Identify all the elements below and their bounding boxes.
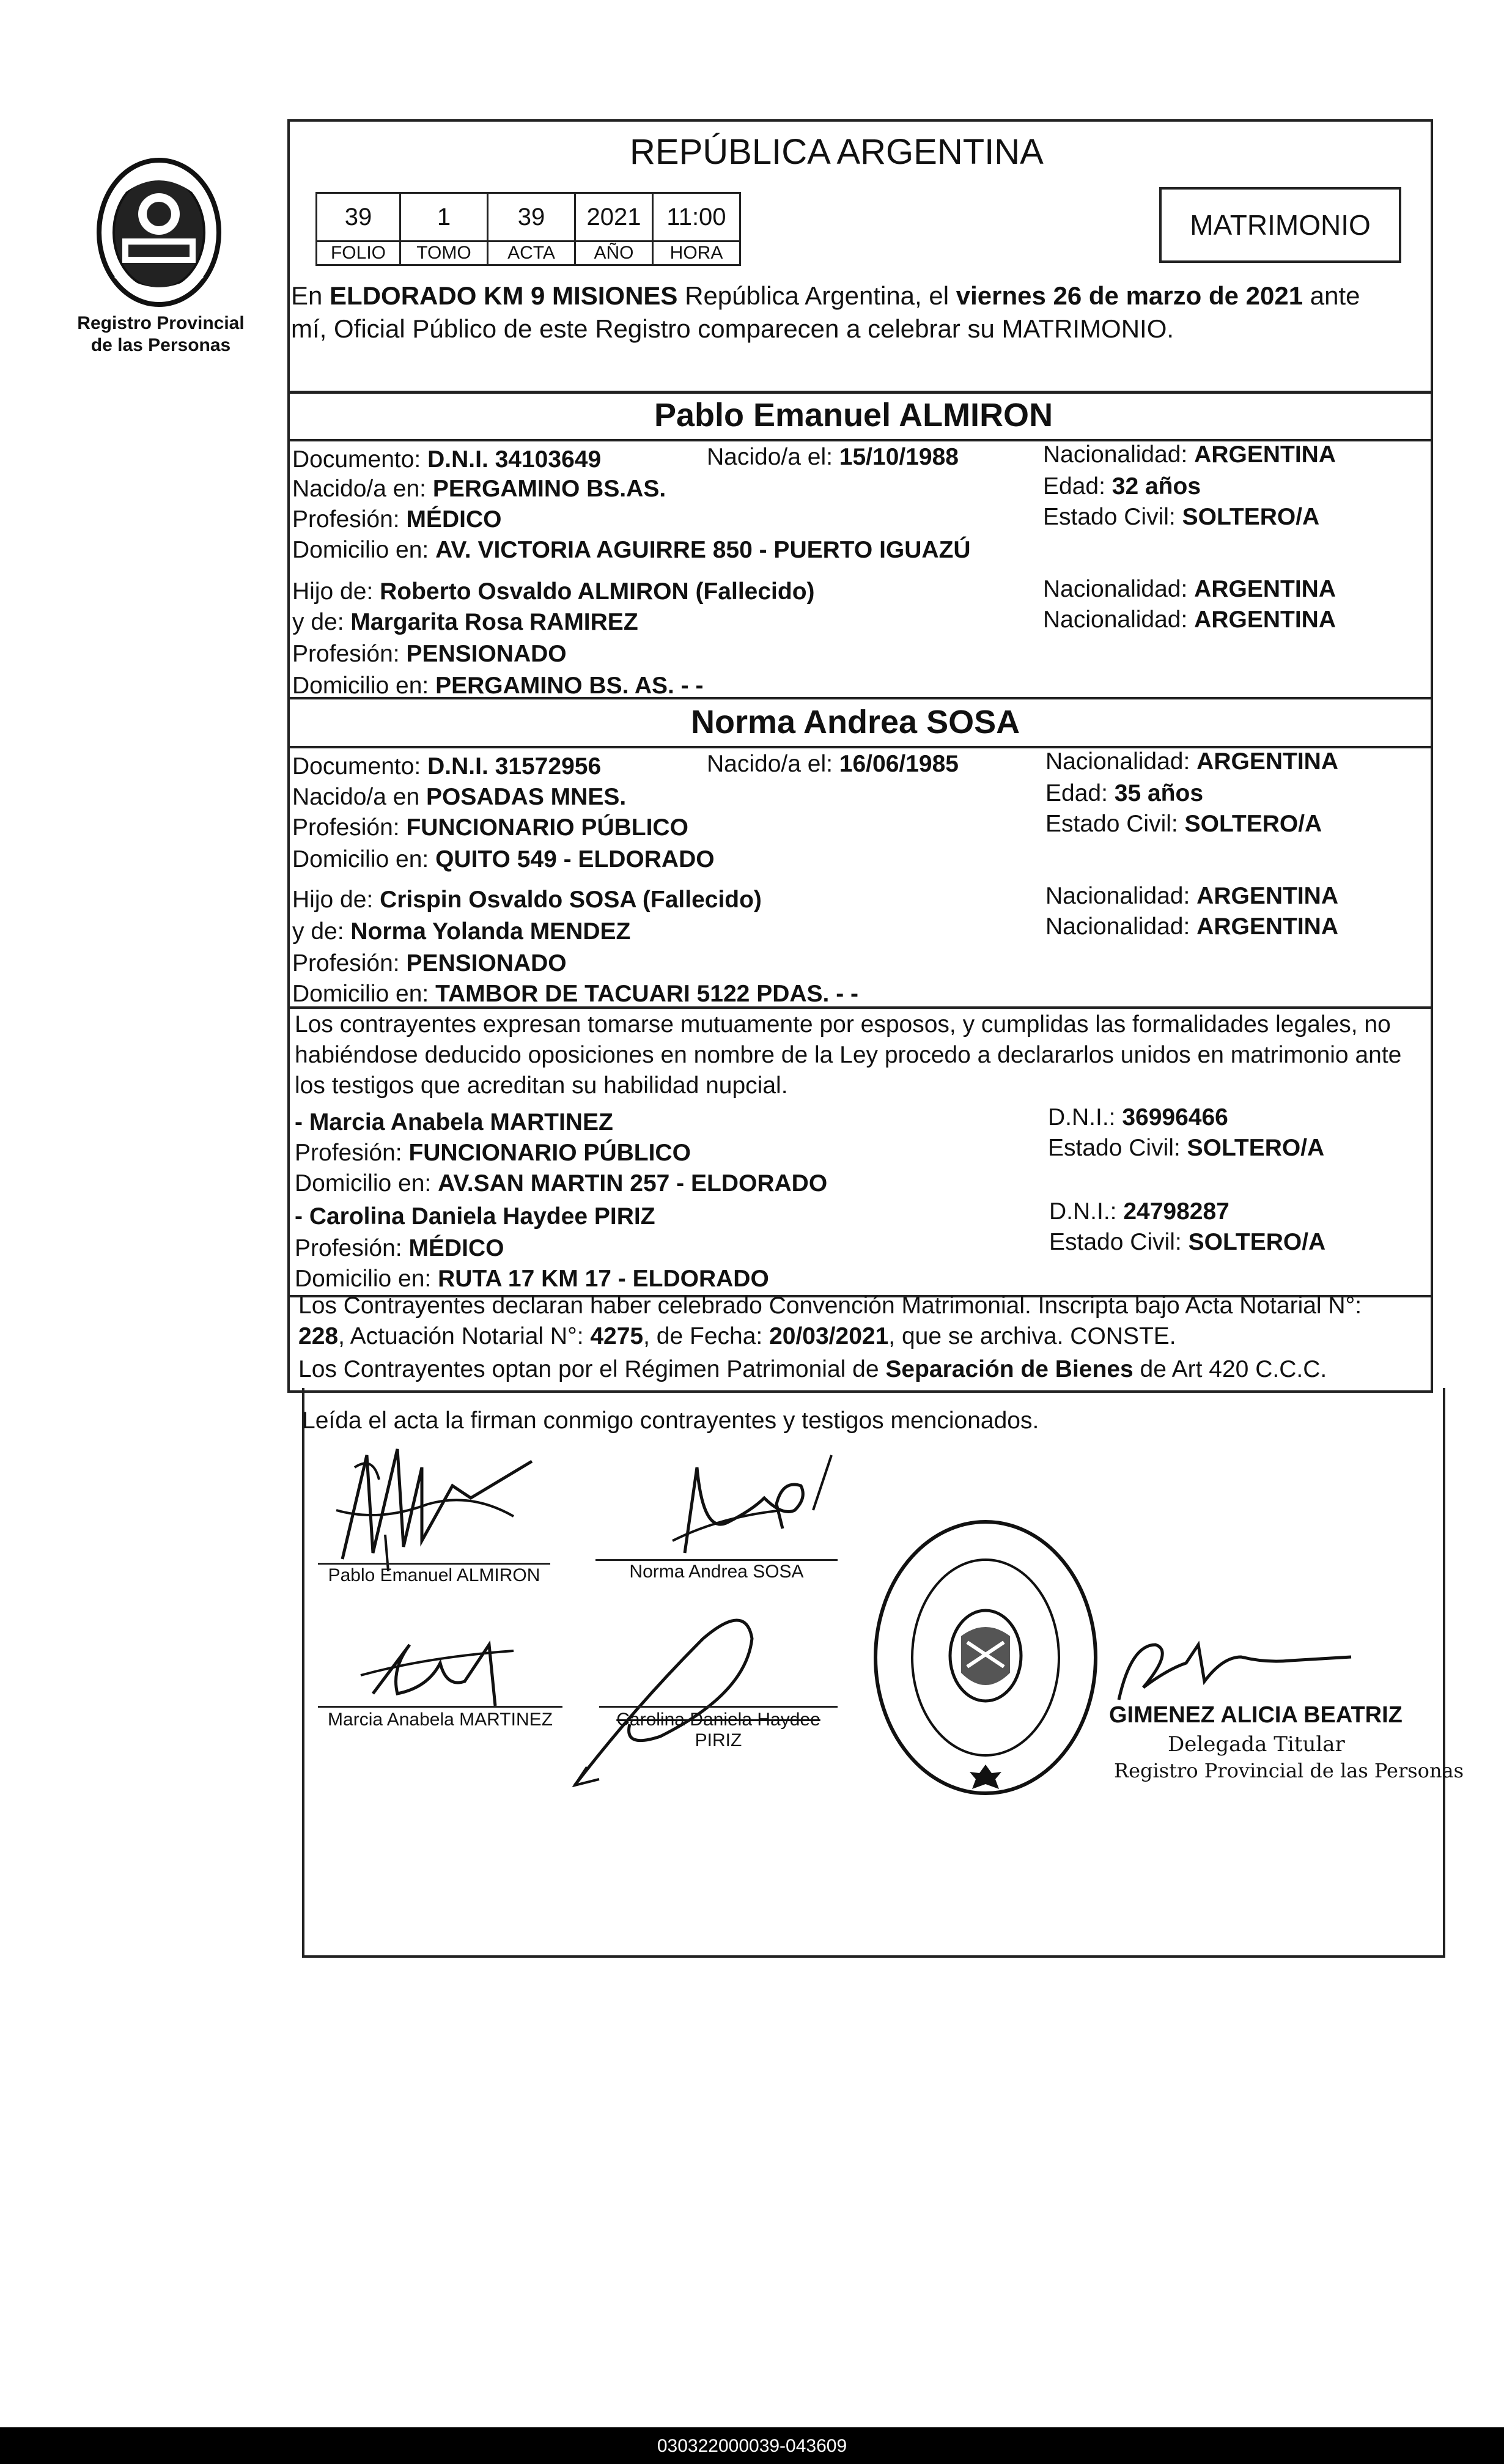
spouse1-domicile: Domicilio en: AV. VICTORIA AGUIRRE 850 - PUERTO IGUAZÚ (292, 537, 971, 563)
declaration-line2: habiéndose deducido oposiciones en nombre de la Ley procedo a declararlos unidos en matrimonio ante (295, 1042, 1402, 1068)
footer-bar (0, 2427, 1504, 2464)
spouse1-mother: y de: Margarita Rosa RAMIREZ (292, 609, 638, 635)
witness1-profession: Profesión: FUNCIONARIO PÚBLICO (295, 1140, 691, 1166)
witness1-civil: Estado Civil: SOLTERO/A (1048, 1135, 1325, 1161)
spouse1-age: Edad: 32 años (1043, 473, 1201, 500)
frame-left-ext (302, 1388, 304, 1957)
spouse1-mother-nat: Nacionalidad: ARGENTINA (1043, 607, 1336, 633)
spouse1-nationality: Nacionalidad: ARGENTINA (1043, 441, 1336, 468)
footer-code: 030322000039-043609 (657, 2436, 847, 2456)
logo-caption-line2: de las Personas (90, 335, 231, 355)
official-office: Registro Provincial de las Personas (1114, 1759, 1464, 1782)
official-name: GIMENEZ ALICIA BEATRIZ (1109, 1702, 1403, 1728)
spouse1-father-nat: Nacionalidad: ARGENTINA (1043, 576, 1336, 602)
witness2-dni: D.N.I.: 24798287 (1049, 1198, 1229, 1225)
spouse2-nationality: Nacionalidad: ARGENTINA (1045, 748, 1339, 775)
convention-line3: Los Contrayentes optan por el Régimen Patrimonial de Separación de Bienes de Art 420 C.C.C. (298, 1356, 1327, 1382)
spouse2-sigline (595, 1559, 838, 1561)
frame-bottom (302, 1955, 1445, 1958)
witness1-sig-label: Marcia Anabela MARTINEZ (328, 1710, 553, 1730)
spouse2-doc: Documento: D.N.I. 31572956 (292, 753, 602, 780)
spouse1-name: Pablo Emanuel ALMIRON (654, 397, 1053, 433)
witness1-domicile: Domicilio en: AV.SAN MARTIN 257 - ELDORADO (295, 1170, 828, 1197)
convention-line1: Los Contrayentes declaran haber celebrado Convención Matrimonial. Inscripta bajo Acta Notarial N°: (298, 1293, 1362, 1319)
country-title: REPÚBLICA ARGENTINA (630, 132, 1044, 172)
spouse2-parents-dom: Domicilio en: TAMBOR DE TACUARI 5122 PDAS. - - (292, 981, 859, 1007)
spouse1-signature (330, 1431, 550, 1577)
province-seal-icon (86, 153, 232, 312)
declaration-line3: los testigos que acreditan su habilidad nupcial. (295, 1072, 788, 1099)
witness1-dni: D.N.I.: 36996466 (1048, 1104, 1228, 1131)
spouse1-father: Hijo de: Roberto Osvaldo ALMIRON (Fallecido) (292, 578, 815, 605)
act-type-box (1159, 187, 1401, 263)
spouse1-parents-prof: Profesión: PENSIONADO (292, 641, 567, 667)
declaration-line1: Los contrayentes expresan tomarse mutuamente por esposos, y cumplidas las formalidades legales, no (295, 1011, 1391, 1038)
spouse1-sig-label: Pablo Emanuel ALMIRON (328, 1565, 540, 1585)
witness2-sigline (599, 1706, 838, 1708)
spouse1-civil: Estado Civil: SOLTERO/A (1043, 504, 1320, 530)
spouse2-mother: y de: Norma Yolanda MENDEZ (292, 918, 631, 945)
spouse1-born-in: Nacido/a en: PERGAMINO BS.AS. (292, 476, 666, 502)
folio-value: 39 (315, 192, 401, 242)
spouse2-age: Edad: 35 años (1045, 780, 1204, 806)
witness2-sig-label2: PIRIZ (695, 1730, 742, 1750)
intro-place: ELDORADO KM 9 MISIONES (330, 281, 678, 310)
logo-caption-line1: Registro Provincial (77, 313, 245, 333)
spouse2-signature (660, 1443, 856, 1565)
witness1-signature (355, 1620, 538, 1712)
spouse2-name: Norma Andrea SOSA (691, 704, 1020, 740)
spouse1-bottom (287, 697, 1431, 699)
intro-line1: En ELDORADO KM 9 MISIONES República Argentina, el viernes 26 de marzo de 2021 ante (291, 281, 1360, 310)
acta-value: 39 (487, 192, 576, 242)
spouse2-father: Hijo de: Crispin Osvaldo SOSA (Fallecido) (292, 887, 762, 913)
spouse2-mother-nat: Nacionalidad: ARGENTINA (1045, 913, 1339, 940)
spouse2-domicile: Domicilio en: QUITO 549 - ELDORADO (292, 846, 715, 872)
intro-date: viernes 26 de marzo de 2021 (956, 281, 1303, 310)
spouse2-father-nat: Nacionalidad: ARGENTINA (1045, 883, 1339, 909)
witness2-signature (562, 1608, 770, 1791)
tomo-label: TOMO (399, 240, 488, 266)
official-signature (1107, 1620, 1363, 1706)
convention-line2: 228, Actuación Notarial N°: 4275, de Fecha: 20/03/2021, que se archiva. CONSTE. (298, 1323, 1176, 1349)
anio-value: 2021 (574, 192, 654, 242)
spouse2-civil: Estado Civil: SOLTERO/A (1045, 811, 1322, 837)
witness2-sig-label: Carolina Daniela Haydee (616, 1710, 820, 1730)
frame-right-ext (1443, 1388, 1445, 1957)
spouse1-doc: Documento: D.N.I. 34103649 (292, 446, 602, 473)
official-title: Delegada Titular (1168, 1732, 1345, 1757)
hora-value: 11:00 (652, 192, 741, 242)
signatures-intro: Leída el acta la firman conmigo contrayentes y testigos mencionados. (302, 1407, 1039, 1434)
spouse2-born-on: Nacido/a el: 16/06/1985 (707, 751, 959, 777)
witness1-sigline (318, 1706, 562, 1708)
acta-label: ACTA (487, 240, 576, 266)
spouse2-bottom (287, 1006, 1431, 1009)
act-type: MATRIMONIO (1190, 209, 1371, 241)
anio-label: AÑO (574, 240, 654, 266)
spouse1-profession: Profesión: MÉDICO (292, 506, 502, 533)
witness1-name: - Marcia Anabela MARTINEZ (295, 1109, 613, 1135)
registry-logo (86, 153, 232, 312)
intro-line2: mí, Oficial Público de este Registro comparecen a celebrar su MATRIMONIO. (291, 314, 1174, 343)
tomo-value: 1 (399, 192, 488, 242)
spouse2-sig-label: Norma Andrea SOSA (629, 1562, 804, 1582)
spouse2-born-in: Nacido/a en POSADAS MNES. (292, 784, 627, 810)
spouse1-born-on: Nacido/a el: 15/10/1988 (707, 444, 959, 470)
spouse2-profession: Profesión: FUNCIONARIO PÚBLICO (292, 814, 688, 841)
spouse1-parents-dom: Domicilio en: PERGAMINO BS. AS. - - (292, 673, 704, 699)
witness2-name: - Carolina Daniela Haydee PIRIZ (295, 1203, 655, 1230)
witness2-domicile: Domicilio en: RUTA 17 KM 17 - ELDORADO (295, 1266, 769, 1292)
spouse1-sigline (318, 1563, 550, 1565)
witness2-profession: Profesión: MÉDICO (295, 1235, 504, 1261)
hora-label: HORA (652, 240, 741, 266)
spouse2-parents-prof: Profesión: PENSIONADO (292, 950, 567, 976)
registry-stamp (869, 1514, 1102, 1801)
witness2-civil: Estado Civil: SOLTERO/A (1049, 1229, 1326, 1255)
folio-label: FOLIO (315, 240, 401, 266)
